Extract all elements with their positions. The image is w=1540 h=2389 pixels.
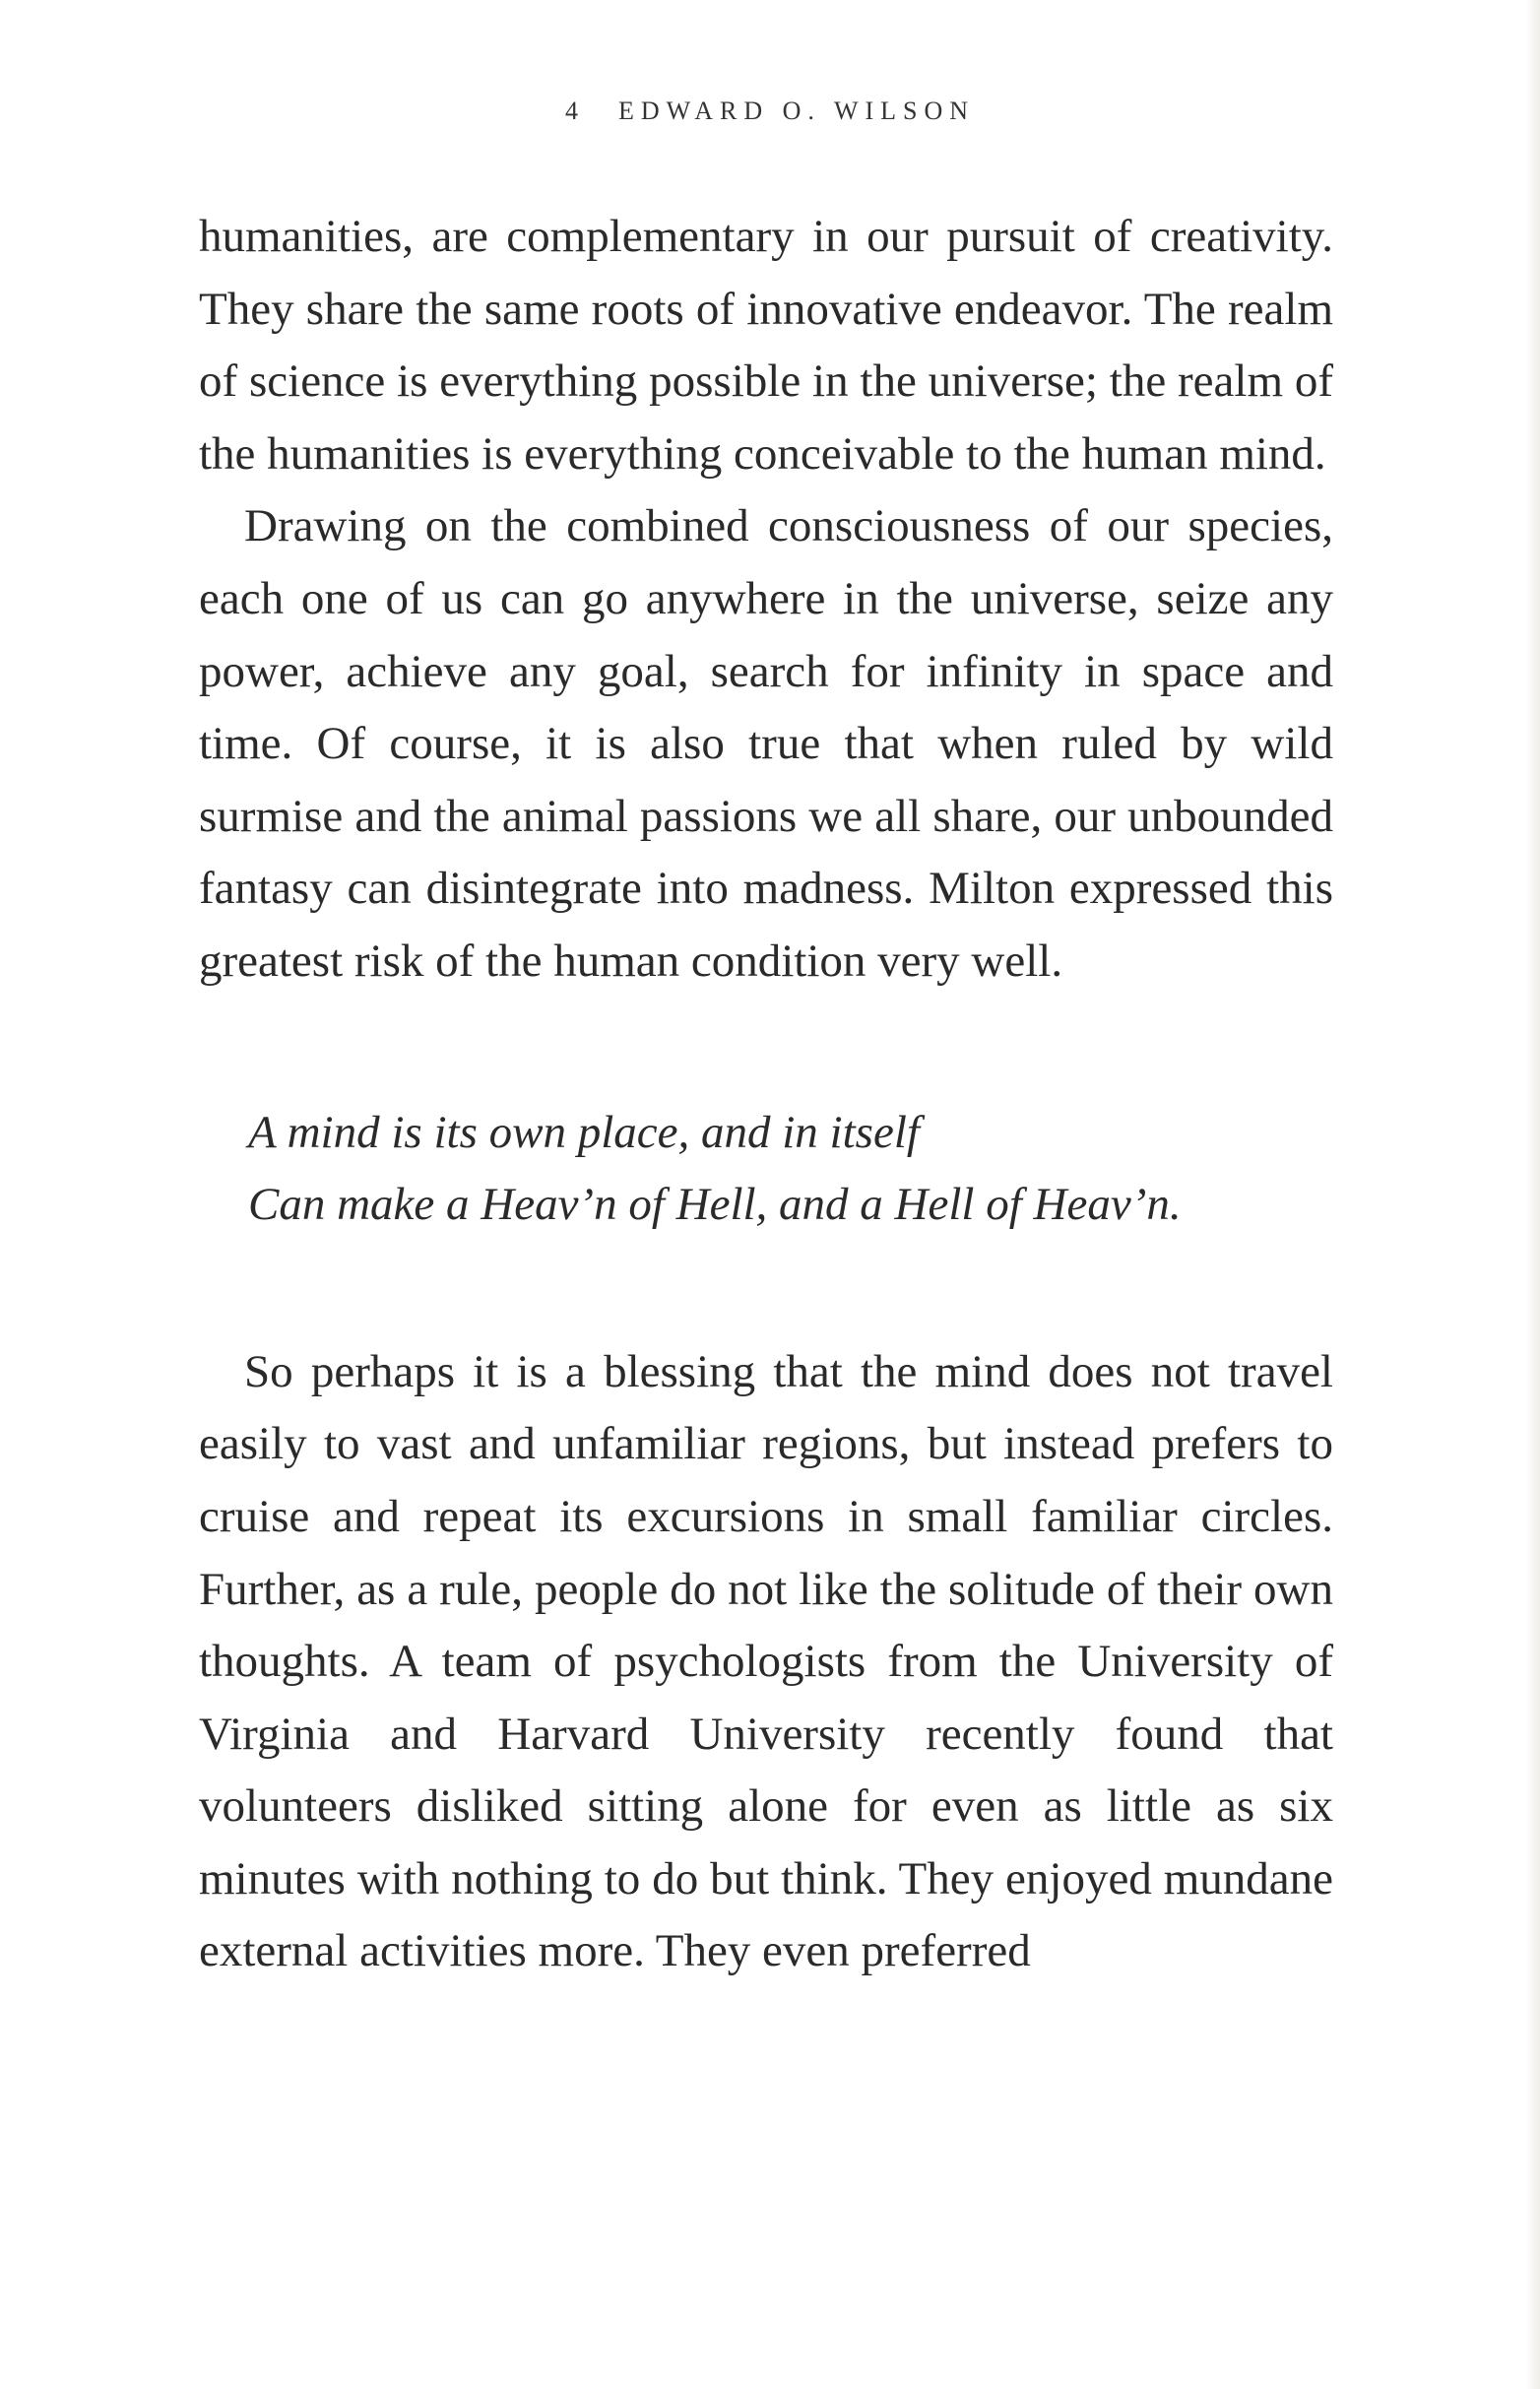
paragraph-3: So perhaps it is a blessing that the mind does not travel easily to vast and unfamiliar regions, but instead prefers to cruise and repeat its excursions in small familiar circles. Further, as a rule, people do not like the solitude of their own thoughts. A team of psychologists from the University of Virginia and Harvard University recently found that volunteers disliked sitting alone for even as little as six minutes with nothing to do but think. They enjoyed mundane external activities more. They even preferred bbox=[199, 1345, 1333, 1977]
milton-quote bbox=[248, 1097, 1333, 1242]
paragraph-1: humanities, are complementary in our pursuit of creativity. They share the same roots of innovative endeavor. The realm of science is everything possible in the universe; the realm of the humanities is everything conceivable to the human mind. bbox=[199, 211, 1333, 480]
author-name: EDWARD O. WILSON bbox=[617, 97, 976, 125]
page-edge bbox=[1526, 0, 1540, 2389]
text-block bbox=[199, 201, 1333, 1988]
running-head bbox=[0, 97, 1540, 126]
paragraph-2: Drawing on the combined consciousness of our species, each one of us can go anywhere in the universe, seize any power, achieve any goal, search for infinity in space and time. Of course, it is also true that when ruled by wild surmise and the animal passions we all share, our unbounded fantasy can disintegrate into madness. Milton expressed this greatest risk of the human condition very well. bbox=[199, 500, 1333, 987]
quote-line-2: Can make a Heav’n of Hell, and a Hell of Heav’n. bbox=[248, 1179, 1182, 1231]
page-number: 4 bbox=[564, 97, 585, 125]
quote-line-1: A mind is its own place, and in itself bbox=[248, 1106, 920, 1158]
